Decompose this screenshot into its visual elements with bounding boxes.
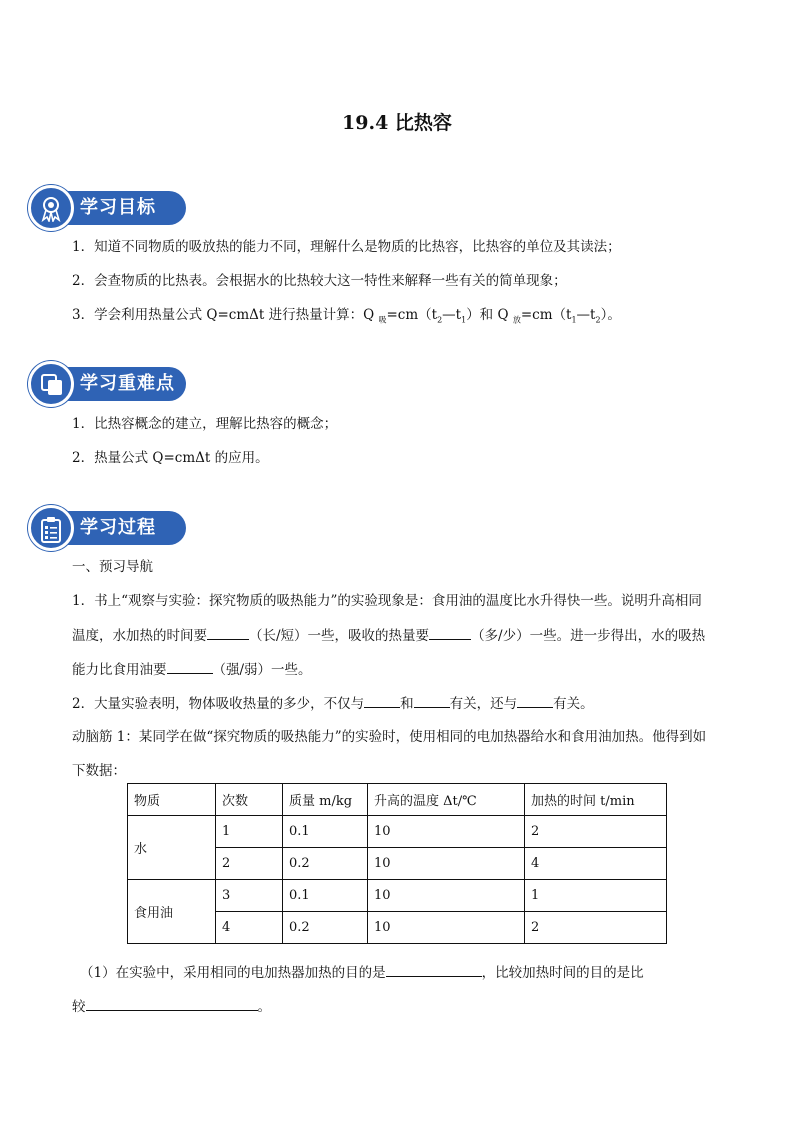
answer-blank[interactable] <box>364 693 400 708</box>
table-header-cell: 加热的时间 t/min <box>525 784 667 816</box>
table-header-cell: 质量 m/kg <box>283 784 368 816</box>
table-cell: 10 <box>368 848 525 880</box>
table-header-row <box>128 784 667 816</box>
keypoint-1: 1．比热容概念的建立，理解比热容的概念； <box>72 416 338 432</box>
table-cell: 0.1 <box>283 880 368 912</box>
brain-exercise-1-line-1: 动脑筋 1：某同学在做“探究物质的吸热能力”的实验时，使用相同的电加热器给水和食用油加热。他得到如 <box>72 729 707 745</box>
section-banner-goals <box>28 185 186 231</box>
table-cell: 4 <box>216 912 283 944</box>
section-label: 学习目标 <box>80 197 156 218</box>
section-banner-keypoints <box>28 361 186 407</box>
answer-blank[interactable] <box>207 625 249 640</box>
question-1-line-2: 温度，水加热的时间要 （长/短）一些，吸收的热量要 （多/少）一些。进一步得出，水的吸热 <box>72 625 705 646</box>
table-header-cell: 次数 <box>216 784 283 816</box>
table-cell: 0.1 <box>283 816 368 848</box>
table-cell: 3 <box>216 880 283 912</box>
goal-1: 1．知道不同物质的吸放热的能力不同，理解什么是物质的比热容，比热容的单位及其读法； <box>72 239 621 255</box>
brain-exercise-1-line-2: 下数据： <box>72 763 126 779</box>
table-cell: 0.2 <box>283 912 368 944</box>
section-label: 学习重难点 <box>80 373 175 394</box>
table-cell: 2 <box>216 848 283 880</box>
table-header-cell: 升高的温度 Δt/℃ <box>368 784 525 816</box>
table-cell: 4 <box>525 848 667 880</box>
answer-blank[interactable] <box>517 693 553 708</box>
table-cell: 2 <box>525 912 667 944</box>
table-row <box>128 816 667 848</box>
sub-question-1-line-1: （1）在实验中，采用相同的电加热器加热的目的是 ，比较加热时间的目的是比 <box>80 962 644 983</box>
sub-question-1-line-2: 较 。 <box>72 996 271 1017</box>
answer-blank[interactable] <box>429 625 471 640</box>
goal-2: 2．会查物质的比热表。会根据水的比热较大这一特性来解释一些有关的简单现象； <box>72 273 567 289</box>
page-title: 19.4 比热容 <box>342 112 452 134</box>
goal-3: 3．学会利用热量公式 Q=cmΔt 进行热量计算：Q $_吸=cm(t_2—t_1)$和 Q $_放=cm(t_1—t_2)$。 <box>72 307 621 325</box>
section-label: 学习过程 <box>80 517 156 538</box>
award-ribbon-icon <box>39 196 63 222</box>
question-1-line-1: 1．书上“观察与实验：探究物质的吸热能力”的实验现象是：食用油的温度比水升得快一些。说明升高相同 <box>72 593 702 609</box>
preview-heading: 一、预习导航 <box>72 559 153 575</box>
answer-blank[interactable] <box>167 659 213 674</box>
keypoint-2: 2．热量公式 Q=cmΔt 的应用。 <box>72 450 269 466</box>
table-cell-substance: 水 <box>128 816 216 880</box>
table-cell-substance: 食用油 <box>128 880 216 944</box>
table-header-cell: 物质 <box>128 784 216 816</box>
answer-blank[interactable] <box>386 962 482 977</box>
table-cell: 10 <box>368 880 525 912</box>
copy-pages-icon <box>39 372 65 398</box>
question-2: 2．大量实验表明，物体吸收热量的多少，不仅与 和 有关，还与 有关。 <box>72 693 594 714</box>
section-banner-process <box>28 505 186 551</box>
table-row <box>128 880 667 912</box>
table-cell: 2 <box>525 816 667 848</box>
table-cell: 10 <box>368 816 525 848</box>
table-cell: 10 <box>368 912 525 944</box>
answer-blank[interactable] <box>86 996 258 1011</box>
question-1-line-3: 能力比食用油要 （强/弱）一些。 <box>72 659 312 680</box>
clipboard-checklist-icon <box>39 516 63 544</box>
table-cell: 0.2 <box>283 848 368 880</box>
table-cell: 1 <box>525 880 667 912</box>
answer-blank[interactable] <box>414 693 450 708</box>
table-cell: 1 <box>216 816 283 848</box>
data-table <box>127 783 667 944</box>
